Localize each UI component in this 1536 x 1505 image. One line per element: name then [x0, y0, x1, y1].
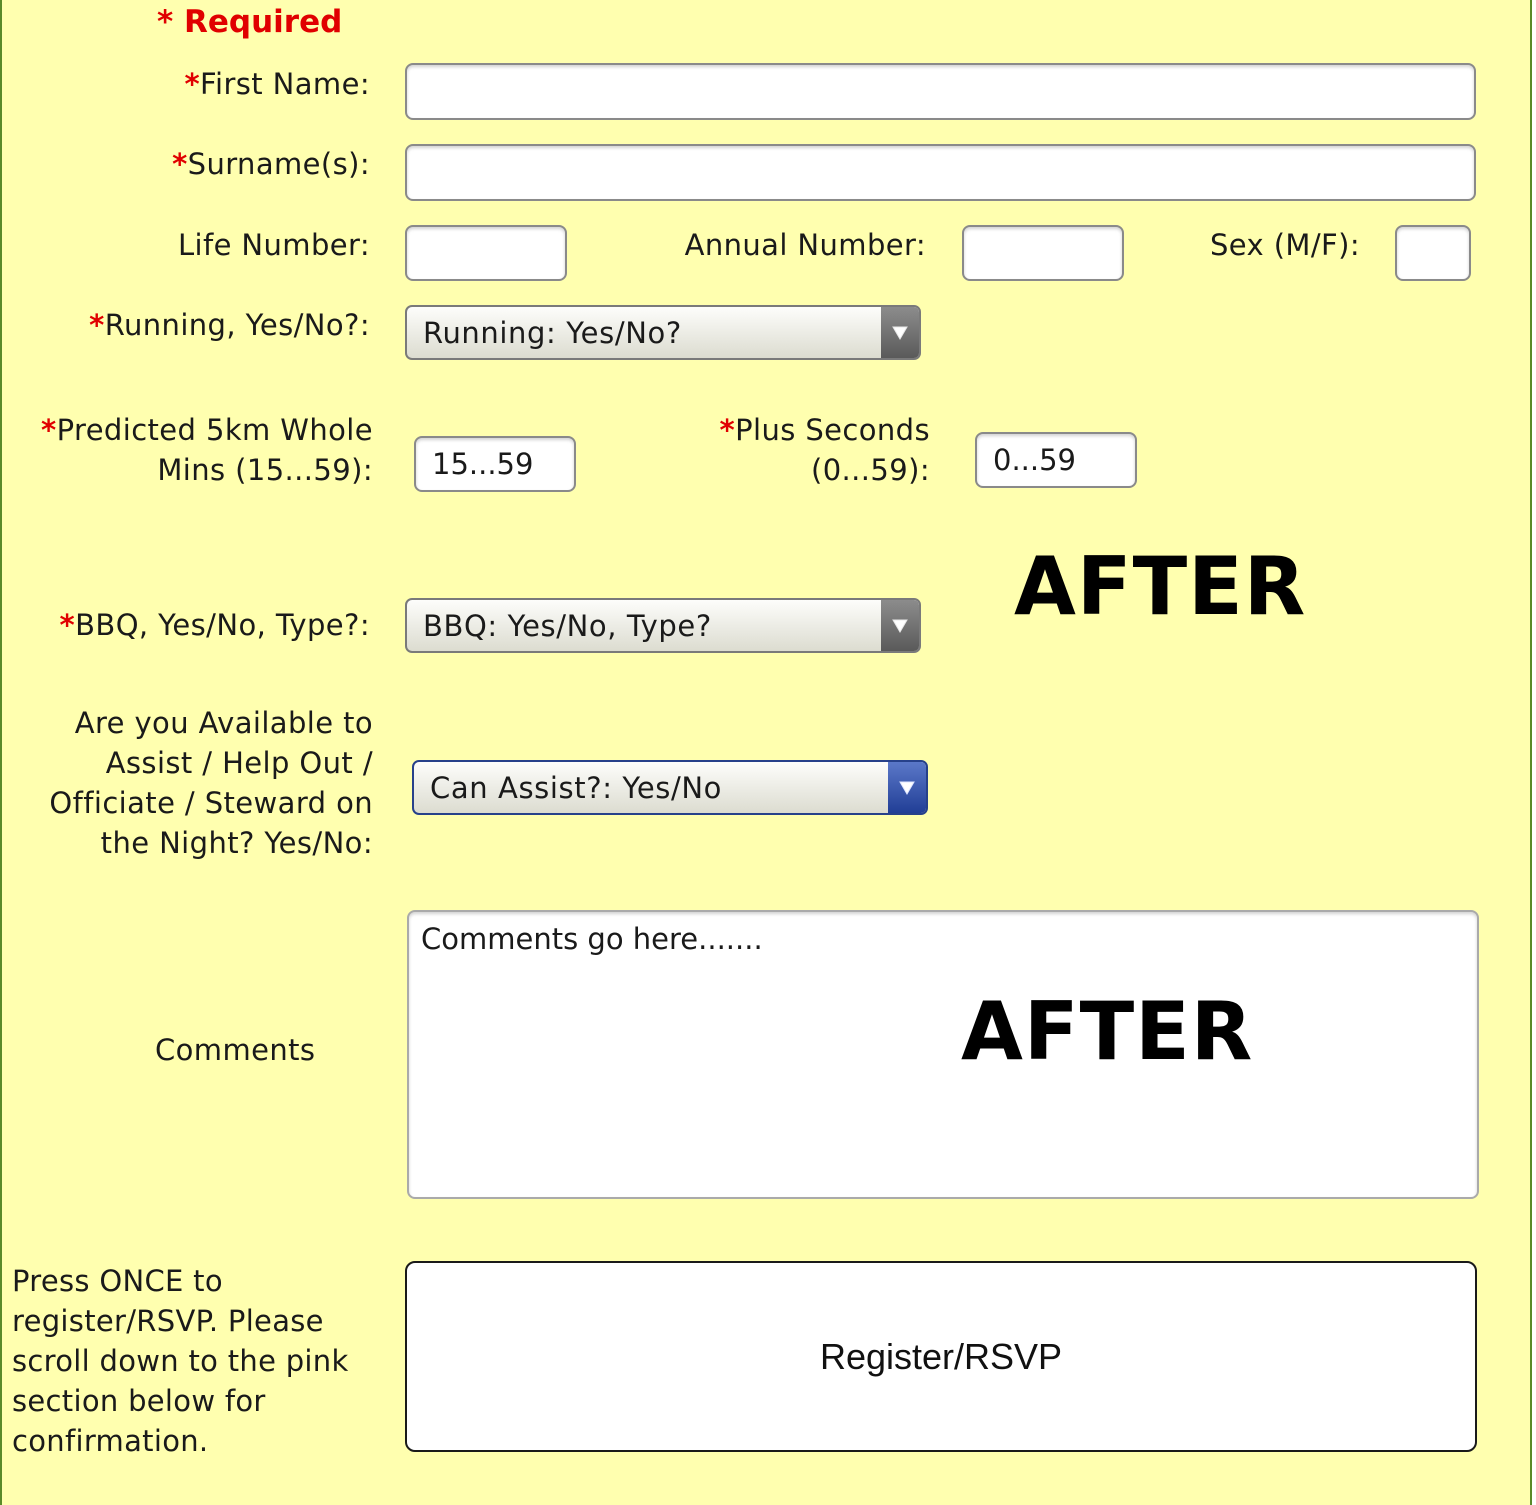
required-star: * [184, 67, 201, 101]
plus-seconds-label-line1: Plus Seconds [735, 413, 930, 447]
comments-label: Comments [155, 1033, 316, 1067]
assist-label [49, 703, 373, 863]
surname-label [172, 144, 370, 184]
first-name-label [184, 64, 370, 104]
assist-label-line: Assist / Help Out / [105, 746, 373, 780]
chevron-down-icon [888, 762, 926, 813]
assist-select[interactable] [412, 760, 928, 815]
annual-number-label: Annual Number: [684, 228, 926, 262]
plus-seconds-input[interactable] [975, 432, 1137, 488]
life-number-label: Life Number: [177, 228, 370, 262]
register-rsvp-button[interactable]: Register/RSVP [405, 1261, 1477, 1452]
predicted-mins-input[interactable] [414, 436, 576, 492]
required-star: * [41, 413, 57, 447]
required-note: * Required [157, 4, 343, 40]
submit-note-line: scroll down to the pink [12, 1344, 349, 1378]
assist-label-line: Officiate / Steward on [49, 786, 373, 820]
plus-seconds-label-line2: (0...59): [810, 453, 930, 487]
bbq-selected-value: BBQ: Yes/No, Type? [423, 608, 712, 643]
bbq-label [60, 605, 370, 645]
life-number-input[interactable] [405, 225, 567, 281]
first-name-input[interactable] [405, 63, 1476, 120]
first-name-label-text: First Name: [200, 67, 370, 101]
submit-note [12, 1261, 349, 1461]
assist-label-line: Are you Available to [74, 706, 373, 740]
sex-input[interactable] [1395, 225, 1471, 281]
assist-label-line: the Night? Yes/No: [100, 826, 373, 860]
surname-input[interactable] [405, 144, 1476, 201]
running-select[interactable] [405, 305, 921, 360]
plus-seconds-label [720, 410, 930, 490]
after-overlay-text: AFTER [961, 985, 1254, 1078]
predicted-mins-label-line2: Mins (15...59): [157, 453, 373, 487]
after-overlay-text: AFTER [1014, 540, 1307, 633]
chevron-down-icon [881, 600, 919, 651]
running-label [89, 305, 370, 345]
assist-selected-value: Can Assist?: Yes/No [430, 770, 723, 805]
predicted-mins-label-line1: Predicted 5km Whole [56, 413, 373, 447]
submit-note-line: register/RSVP. Please [12, 1304, 324, 1338]
comments-textarea[interactable] [407, 910, 1479, 1199]
required-star: * [89, 308, 105, 342]
submit-note-line: section below for [12, 1384, 266, 1418]
bbq-label-text: BBQ, Yes/No, Type?: [75, 608, 370, 642]
chevron-down-icon [881, 307, 919, 358]
sex-label: Sex (M/F): [1210, 228, 1360, 262]
submit-note-line: confirmation. [12, 1424, 209, 1458]
bbq-select[interactable] [405, 598, 921, 653]
required-star: * [172, 147, 188, 181]
annual-number-input[interactable] [962, 225, 1124, 281]
predicted-mins-label [41, 410, 373, 490]
submit-note-line: Press ONCE to [12, 1264, 223, 1298]
running-selected-value: Running: Yes/No? [423, 315, 682, 350]
running-label-text: Running, Yes/No?: [104, 308, 370, 342]
surname-label-text: Surname(s): [187, 147, 370, 181]
required-star: * [59, 608, 76, 642]
required-star: * [719, 413, 736, 447]
